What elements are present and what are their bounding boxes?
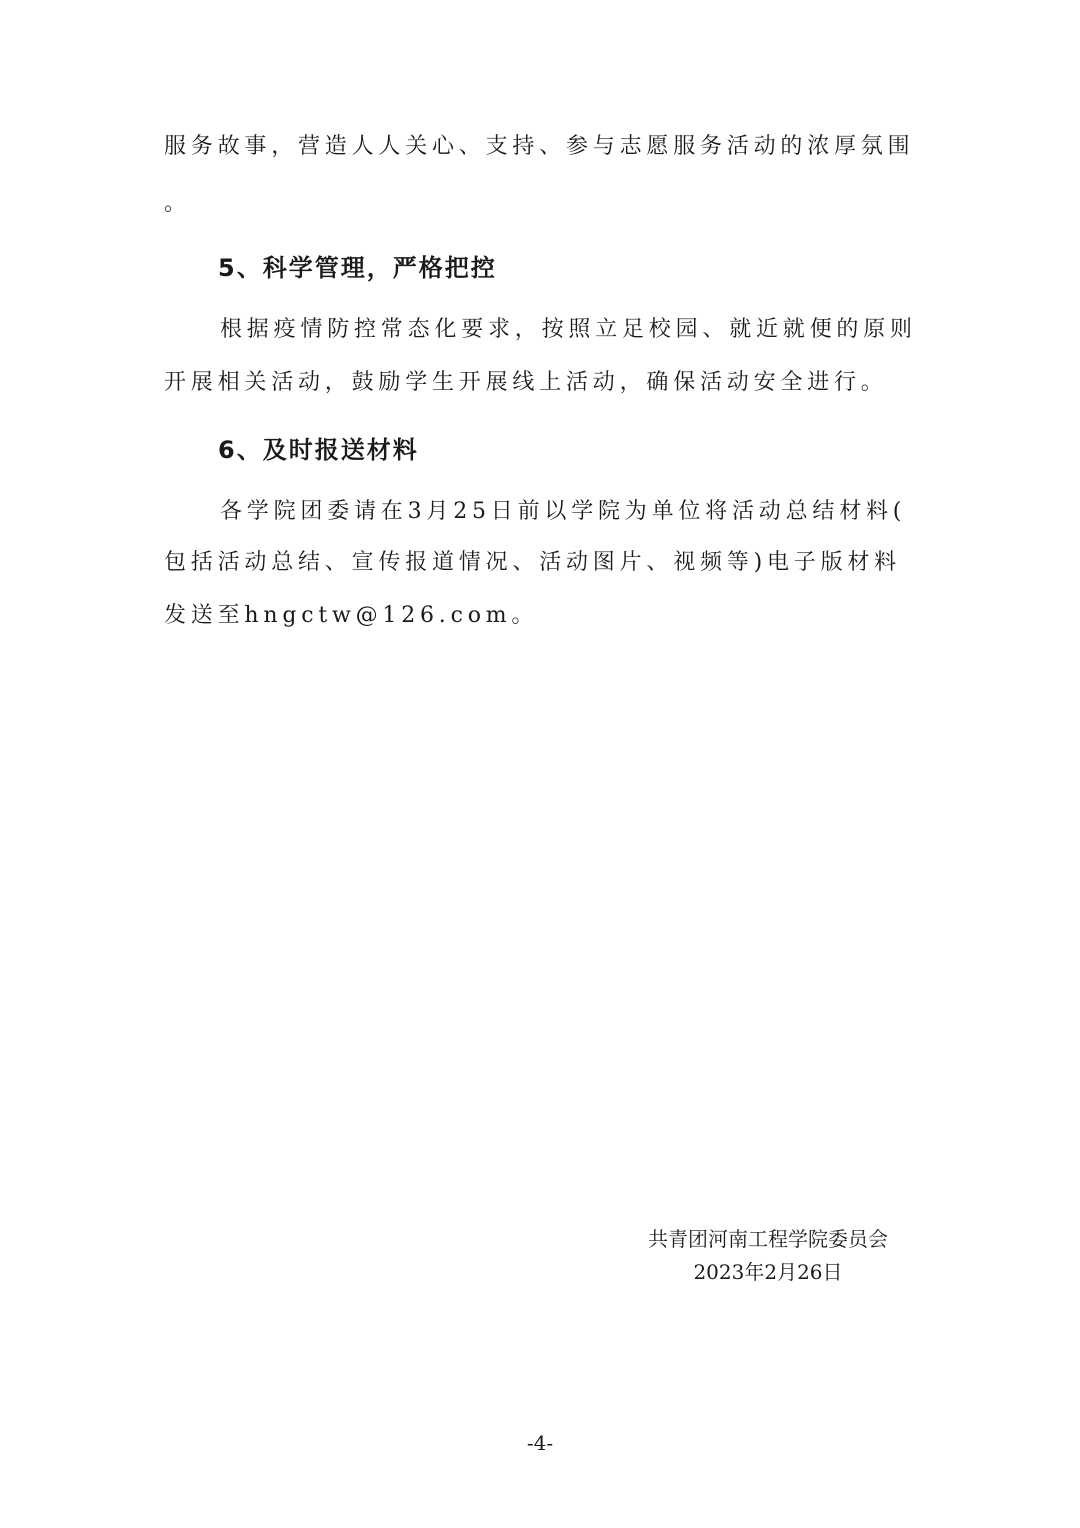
body-text-line: 。 [164, 191, 191, 216]
section-heading: 5、科学管理，严格把控 [218, 254, 497, 282]
body-text-line: 发送至hngctw@126.com。 [164, 603, 539, 628]
body-text-line: 包括活动总结、宣传报道情况、活动图片、视频等)电子版材料 [164, 550, 901, 575]
body-text-line: 服务故事，营造人人关心、支持、参与志愿服务活动的浓厚氛围 [164, 134, 915, 159]
signature-organization: 共青团河南工程学院委员会 [648, 1227, 888, 1251]
body-text-line: 根据疫情防控常态化要求，按照立足校园、就近就便的原则 [220, 317, 917, 342]
section-heading: 6、及时报送材料 [218, 436, 419, 464]
body-text-line: 各学院团委请在3月25日前以学院为单位将活动总结材料( [220, 499, 907, 524]
signature-date: 2023年2月26日 [693, 1260, 843, 1284]
body-text-line: 开展相关活动，鼓励学生开展线上活动，确保活动安全进行。 [164, 370, 888, 395]
page-number: -4- [526, 1431, 554, 1455]
